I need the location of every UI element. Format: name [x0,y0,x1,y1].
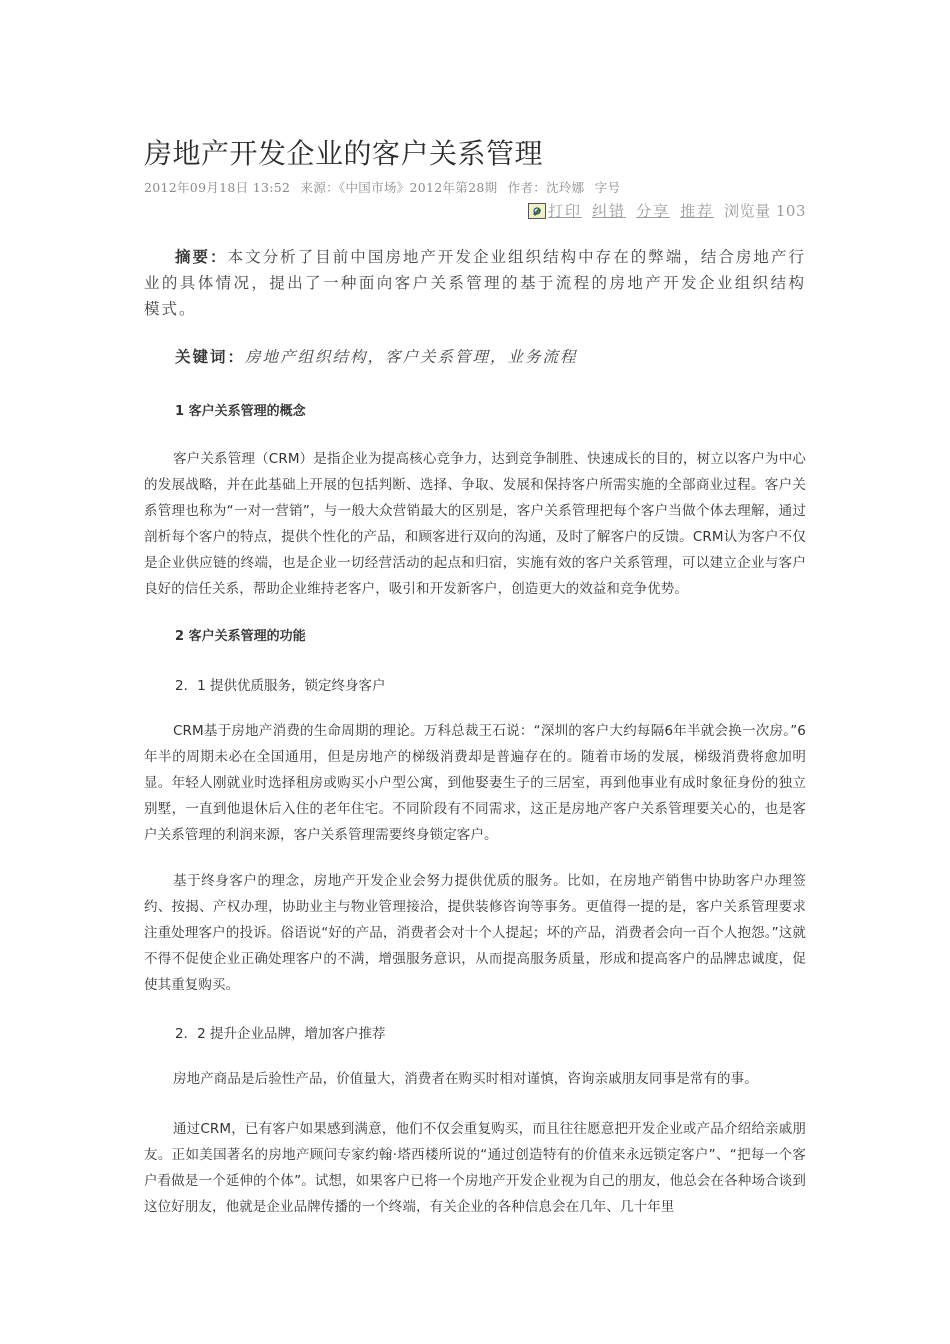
view-count: 浏览量 103 [724,202,806,220]
paragraph: 通过CRM，已有客户如果感到满意，他们不仅会重复购买，而且往往愿意把开发企业或产品介绍给亲戚朋友。正如美国著名的房地产顾问专家约翰·塔西楼所说的“通过创造特有的价值来永远锁定客户”、“把每一个客户看做是一个延伸的个体”。试想，如果客户已将一个房地产开发企业视为自己的朋友，他总会在各种场合谈到这位好朋友，他就是企业品牌传播的一个终端，有关企业的各种信息会在几年、几十年里 [144,1121,806,1215]
correct-link[interactable]: 纠错 [592,202,627,220]
keywords [144,344,806,370]
article-title: 房地产开发企业的客户关系管理 [144,137,544,170]
paragraph: CRM基于房地产消费的生命周期的理论。万科总裁王石说：“深圳的客户大约每隔6年半就会换一次房。”6年半的周期未必在全国通用，但是房地产的梯级消费却是普遍存在的。随着市场的发展，梯级消费将愈加明显。年轻人刚就业时选择租房或购买小户型公寓，到他娶妻生子的三居室，再到他事业有成时象征身份的独立别墅，一直到他退休后入住的老年住宅。不同阶段有不同需求，这正是房地产客户关系管理要关心的，也是客户关系管理的利润来源，客户关系管理需要终身锁定客户。 [144,723,806,843]
publish-date: 2012年09月18日 13:52 [144,180,291,195]
subsection-heading: 2．2 提升企业品牌，增加客户推荐 [175,1026,386,1042]
article-actions [528,200,806,221]
paragraph: 客户关系管理（CRM）是指企业为提高核心竞争力，达到竞争制胜、快速成长的目的，树立以客户为中心的发展战略，并在此基础上开展的包括判断、选择、争取、发展和保持客户所需实施的全部商业过程。客户关系管理也称为“一对一营销”，与一般大众营销最大的区别是，客户关系管理把每个客户当做个体去理解，通过剖析每个客户的特点，提供个性化的产品，和顾客进行双向的沟通，及时了解客户的反馈。CRM认为客户不仅是企业供应链的终端，也是企业一切经营活动的起点和归宿，实施有效的客户关系管理，可以建立企业与客户良好的信任关系，帮助企业维持老客户，吸引和开发新客户，创造更大的效益和竞争优势。 [144,451,806,597]
article-source: 来源：《中国市场》2012年第28期 [300,180,498,195]
abstract [144,244,806,322]
recommend-link[interactable]: 推荐 [680,202,715,220]
print-link[interactable]: 打印 [548,202,583,220]
share-link[interactable]: 分享 [636,202,671,220]
subsection-heading: 2．1 提供优质服务，锁定终身客户 [175,678,386,694]
article-meta [144,178,806,196]
section-heading: 1 客户关系管理的概念 [175,404,306,419]
keywords-text: 房地产组织结构，客户关系管理，业务流程 [245,348,578,366]
font-size-link[interactable]: 字号 [594,180,621,195]
paragraph: 基于终身客户的理念，房地产开发企业会努力提供优质的服务。比如，在房地产销售中协助客户办理签约、按揭、产权办理，协助业主与物业管理接洽，提供装修咨询等事务。更值得一提的是，客户关系管理要求注重处理客户的投诉。俗语说“好的产品，消费者会对十个人提起；坏的产品，消费者会向一百个人抱怨。”这就不得不促使企业正确处理客户的不满，增强服务意识，从而提高服务质量，形成和提高客户的品牌忠诚度，促使其重复购买。 [144,873,806,993]
abstract-text: 本文分析了目前中国房地产开发企业组织结构中存在的弊端，结合房地产行业的具体情况，提出了一种面向客户关系管理的基于流程的房地产开发企业组织结构模式。 [144,248,806,318]
print-icon[interactable] [528,203,546,219]
section-heading: 2 客户关系管理的功能 [175,629,306,644]
paragraph: 房地产商品是后验性产品，价值量大，消费者在购买时相对谨慎，咨询亲戚朋友同事是常有的事。 [173,1071,758,1087]
abstract-label: 摘要： [175,247,228,266]
article-author: 作者：沈玲娜 [507,180,585,195]
keywords-label: 关键词： [175,347,246,366]
